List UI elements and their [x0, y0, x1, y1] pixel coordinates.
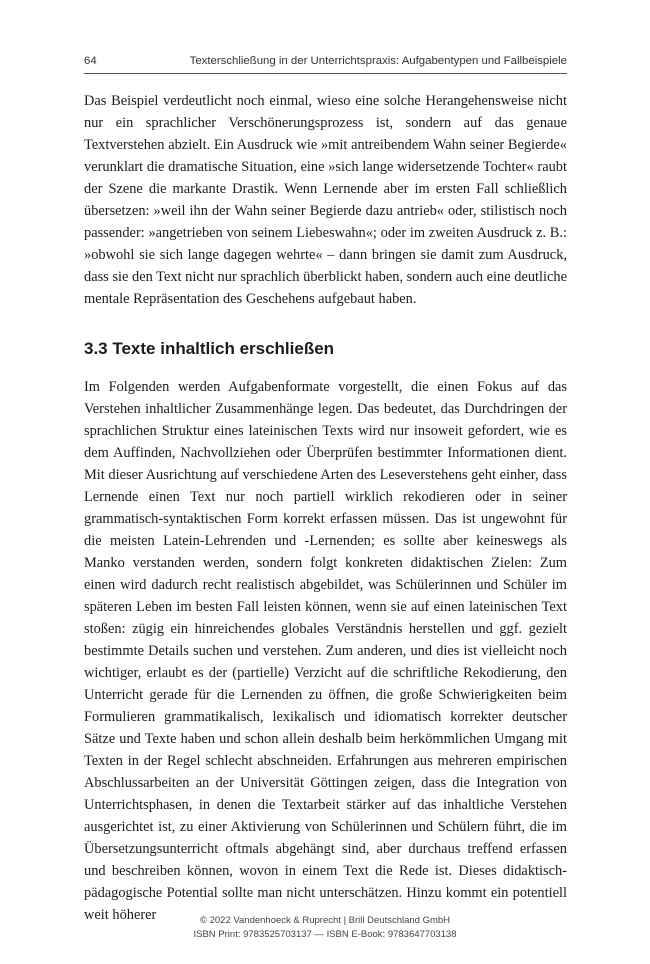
- footer-isbn: ISBN Print: 9783525703137 — ISBN E-Book: 9783647703138: [193, 929, 457, 940]
- section-heading: 3.3 Texte inhaltlich erschließen: [84, 339, 335, 358]
- running-header: [84, 55, 567, 67]
- page-number: 64: [84, 55, 97, 67]
- running-title: Texterschließung in der Unterrichtspraxis: Aufgabentypen und Fallbeispiele: [189, 55, 567, 67]
- footer-copyright: © 2022 Vandenhoeck & Ruprecht | Brill Deutschland GmbH: [199, 915, 451, 926]
- header-rule: [84, 73, 567, 74]
- body-paragraph: Das Beispiel verdeutlicht noch einmal, wieso eine solche Herangehensweise nicht nur ein sprachlicher Verschönerungsprozess ist, sondern auf das genaue Textverstehen abzielt. Ein Ausdruck wie »mit antreibendem Wahn seiner Begierde« verunklart die dramatische Situation, eine »sich lange widersetzende Tochter« raubt der Szene die markante Drastik. Wenn Lernende aber im ersten Fall schließlich übersetzen: »weil ihn der Wahn seiner Begierde dazu antrieb« oder, stilistisch noch passender: »angetrieben von seinem Liebeswahn«; oder im zweiten Ausdruck z. B.: »obwohl sie sich lange dagegen wehrte« – dann bringen sie damit zum Ausdruck, dass sie den Text nicht nur sprachlich überblickt haben, sondern auch eine deutliche mentale Repräsentation des Geschehens aufgebaut haben.: [84, 93, 567, 307]
- body-paragraph: Im Folgenden werden Aufgabenformate vorgestellt, die einen Fokus auf das Verstehen inhaltlicher Zusammenhänge legen. Das bedeutet, das Durchdringen der sprachlichen Struktur eines lateinischen Texts wird nur insoweit gefordert, wie es dem Auffinden, Nachvollziehen oder Überprüfen bestimmter Informationen dient. Mit dieser Ausrichtung auf verschiedene Arten des Leseverstehens geht einher, dass Lernende einen Text nur noch partiell wirklich rekodieren oder in seiner grammatisch-syntaktischen Form korrekt erfassen müssen. Das ist ungewohnt für die meisten Latein-Lehrenden und -Lernenden; es sollte aber keineswegs als Manko verstanden werden, sondern folgt konkreten didaktischen Zielen: Zum einen wird dadurch recht realistisch abgebildet, was Schülerinnen und Schüler im späteren Leben im besten Fall leisten können, wenn sie auf einen lateinischen Text stoßen: zügig ein hinreichendes globales Verständnis herstellen und ggf. gezielt bestimmte Details suchen und verstehen. Zum anderen, und dies ist vielleicht noch wichtiger, erlaubt es der (partielle) Verzicht auf die schriftliche Rekodierung, den Unterricht gerade für die Lernenden zu öffnen, die große Schwierigkeiten beim Formulieren grammatikalisch, lexikalisch und idiomatisch korrekter deutscher Sätze und Texte haben und schon allein deshalb beim herkömmlichen Umgang mit Texten in der Regel schlecht abschneiden. Erfahrungen aus mehreren empirischen Abschlussarbeiten an der Universität Göttingen zeigen, dass die Integration von Unterrichtsphasen, in denen die Textarbeit stärker auf das inhaltliche Verstehen ausgerichtet ist, zu einer Aktivierung von Schülerinnen und Schülern führt, die im Übersetzungsunterricht oftmals abgehängt sind, aber durchaus treffend erfassen und beschreiben können, wovon in einem Text die Rede ist. Dieses didaktisch-pädagogische Potential sollte man nicht unterschätzen. Hinzu kommt ein potentiell weit höherer: [84, 379, 567, 923]
